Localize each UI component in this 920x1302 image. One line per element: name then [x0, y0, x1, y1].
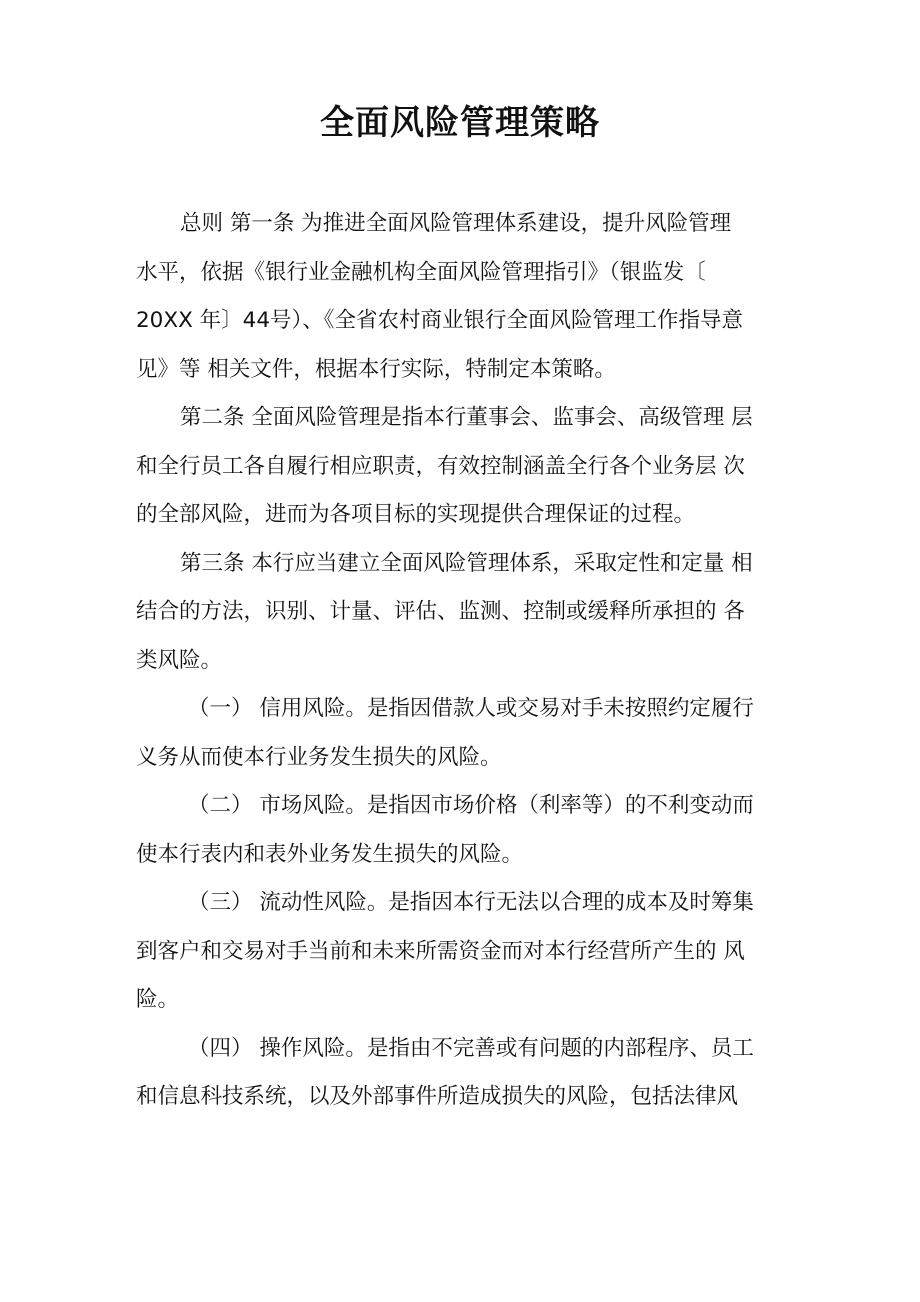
item-2-line-2: 使本行表内和表外业务发生损失的风险。 [136, 841, 524, 867]
item-2-line-1: （二） 市场风险。是指因市场价格（利率等）的不利变动而 [188, 793, 754, 818]
paragraph-1-line-1: 总则 第一条 为推进全面风险管理体系建设，提升风险管理 [180, 211, 732, 236]
item-4-line-1: （四） 操作风险。是指由不完善或有问题的内部程序、员工 [188, 1035, 754, 1061]
paragraph-3-line-2: 结合的方法，识别、计量、评估、监测、控制或缓释所承担的 各 [136, 599, 745, 624]
paragraph-1-line-2: 水平，依据《银行业金融机构全面风险管理指引》（银监发〔 [136, 259, 706, 285]
paragraph-2-line-3: 的全部风险，进而为各项目标的实现提供合理保证的过程。 [136, 502, 696, 527]
item-1-line-1: （一） 信用风险。是指因借款人或交易对手未按照约定履行 [188, 696, 754, 721]
paragraph-3-line-1: 第三条 本行应当建立全面风险管理体系，采取定性和定量 相 [180, 550, 753, 576]
item-1-line-2: 义务从而使本行业务发生损失的风险。 [136, 744, 502, 770]
document-title: 全面风险管理策略 [320, 103, 600, 143]
paragraph-2-line-2: 和全行员工各自履行相应职责，有效控制涵盖全行各个业务层 次 [136, 453, 745, 479]
paragraph-1-line-4: 见》等 相关文件，根据本行实际，特制定本策略。 [136, 356, 616, 382]
document-body [136, 200, 786, 1122]
item-3-line-2: 到客户和交易对手当前和未来所需资金而对本行经营所产生的 风 [136, 938, 745, 964]
item-3-line-1: （三） 流动性风险。是指因本行无法以合理的成本及时筹集 [188, 890, 754, 915]
paragraph-2-line-1: 第二条 全面风险管理是指本行董事会、监事会、高级管理 层 [180, 405, 753, 430]
item-3-line-3: 险。 [136, 987, 180, 1012]
paragraph-1-line-3: 20XX 年〕44号）、《全省农村商业银行全面风险管理工作指导意 [136, 308, 744, 333]
paragraph-3-line-3: 类风险。 [136, 647, 223, 673]
item-4-line-2: 和信息科技系统，以及外部事件所造成损失的风险，包括法律风 [136, 1084, 739, 1109]
